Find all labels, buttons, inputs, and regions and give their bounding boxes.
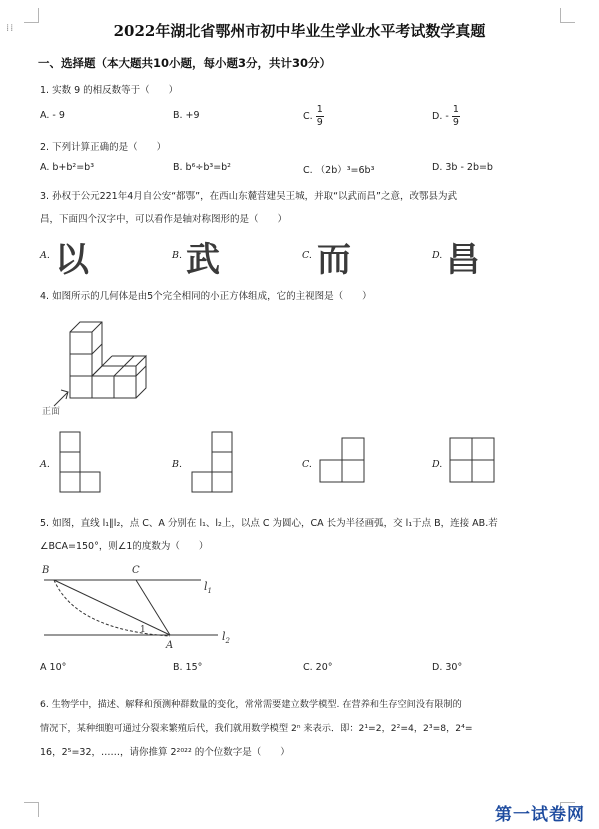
question-3-stem-line1: 3. 孙权于公元221年4月自公安“都鄂”，在西山东麓营建吴王城，并取“以武而昌”之意，改鄂县为武 <box>40 191 457 202</box>
fraction: $\frac{1}{9}$ <box>452 104 459 128</box>
q5-option-a: A 10° <box>40 662 67 673</box>
q1-option-d <box>432 104 460 129</box>
q5-option-b: B. 15° <box>173 662 203 673</box>
section-heading: 一、选择题（本大题共10小题，每小题3分，共计30分） <box>38 56 332 70</box>
question-5-stem-line1: 5. 如图，直线 l₁∥l₂，点 C、A 分别在 l₁、l₂上，以点 C 为圆心，CA 长为半径画弧，交 l₁于点 B，连接 AB.若 <box>40 518 498 529</box>
angle-label: 1 <box>140 625 146 635</box>
q4-option-c-label: C. <box>302 459 312 470</box>
q4-solid-figure <box>40 312 150 417</box>
drag-handle-icon[interactable]: ⁞⁞ <box>6 23 15 34</box>
q2-option-a: A. b+b²=b³ <box>40 162 94 173</box>
question-6-line3: 16，2⁵=32，……，请你推算 2²⁰²² 的个位数字是（ ） <box>40 747 290 758</box>
label-b: B <box>42 565 50 576</box>
q2-option-b: B. b⁶÷b³=b² <box>173 162 231 173</box>
corner-mark <box>24 802 39 817</box>
q3-option-a-char: 以 <box>55 240 89 280</box>
q5-option-d: D. 30° <box>432 662 463 673</box>
fraction: $\frac{1}{9}$ <box>316 104 323 128</box>
question-1-stem: 1. 实数 9 的相反数等于（ ） <box>40 85 179 96</box>
q3-option-b-char: 武 <box>186 240 220 280</box>
q4-option-b-label: B. <box>172 459 183 470</box>
q2-option-c: C. （2b）³=6b³ <box>303 165 375 176</box>
q3-option-b-label: B. <box>172 250 183 261</box>
option-label: C. <box>303 111 313 122</box>
q4-option-d-label: D. <box>432 459 443 470</box>
q3-option-d-label: D. <box>432 250 443 261</box>
question-4-stem: 4. 如图所示的几何体是由5个完全相同的小正方体组成，它的主视图是（ ） <box>40 291 372 302</box>
q1-option-b: B. +9 <box>173 110 200 121</box>
label-c: C <box>132 565 140 576</box>
option-label: D. - <box>432 111 449 122</box>
question-2-stem: 2. 下列计算正确的是（ ） <box>40 142 167 153</box>
page-title: 2022年湖北省鄂州市初中毕业生学业水平考试数学真题 <box>113 22 486 40</box>
label-a: A <box>166 640 174 651</box>
q3-option-c-char: 而 <box>317 240 351 280</box>
question-3-stem-line2: 昌，下面四个汉字中，可以看作是轴对称图形的是（ ） <box>40 214 288 225</box>
q4-option-c-figure <box>318 436 366 484</box>
q4-option-b-figure <box>190 430 236 494</box>
label-l2: $l_2$ <box>222 630 230 645</box>
question-6-line2: 情况下，某种细胞可通过分裂来繁殖后代，我们就用数学模型 2ⁿ 来表示．即：2¹=2，2²=4，2³=8，2⁴= <box>40 723 473 734</box>
q4-option-a-figure <box>58 430 104 494</box>
q3-option-a-label: A. <box>40 250 50 261</box>
front-label: 正面 <box>42 407 61 417</box>
label-l1: $l_1$ <box>204 580 212 595</box>
q5-geometry-figure <box>36 560 246 652</box>
q2-option-d: D. 3b - 2b=b <box>432 162 493 173</box>
watermark-logo: 第一试卷网 <box>495 805 585 825</box>
q3-option-c-label: C. <box>302 250 312 261</box>
question-5-stem-line2: ∠BCA=150°，则∠1的度数为（ ） <box>40 541 209 552</box>
question-6-line1: 6. 生物学中，描述、解释和预测种群数量的变化，常常需要建立数学模型. 在营养和生存空间没有限制的 <box>40 699 462 710</box>
q1-option-a: A. - 9 <box>40 110 65 121</box>
q1-option-c <box>303 104 324 129</box>
q4-option-d-figure <box>448 436 496 484</box>
q5-option-c: C. 20° <box>303 662 333 673</box>
q4-option-a-label: A. <box>40 459 50 470</box>
q3-option-d-char: 昌 <box>446 240 480 280</box>
